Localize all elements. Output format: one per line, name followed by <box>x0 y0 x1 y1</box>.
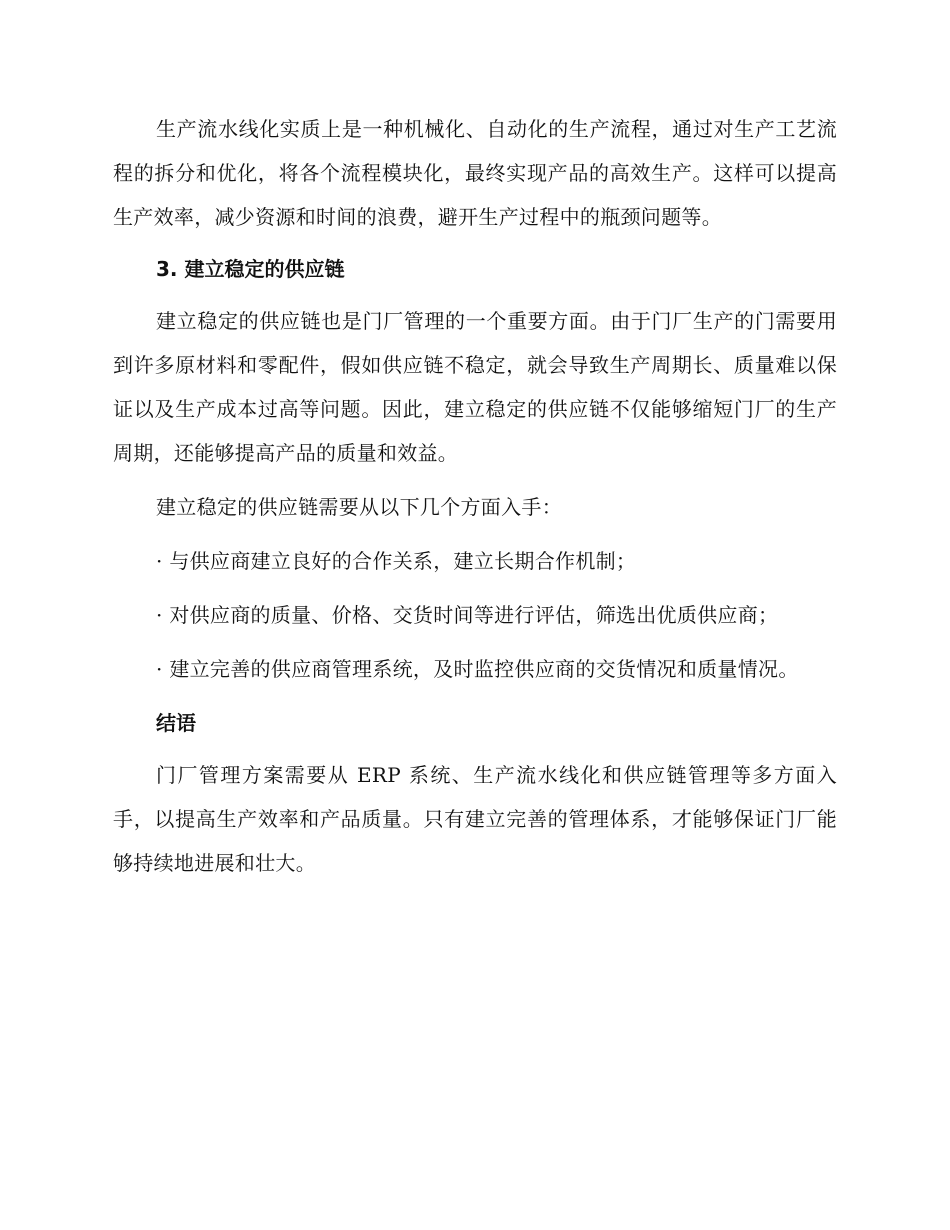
conclusion-paragraph: 门厂管理方案需要从 ERP 系统、生产流水线化和供应链管理等多方面入手，以提高生产效率和产品质量。只有建立完善的管理体系，才能够保证门厂能够持续地进展和壮大。 <box>113 763 837 875</box>
conclusion-heading: 结语 <box>156 711 196 735</box>
intro-paragraph: 生产流水线化实质上是一种机械化、自动化的生产流程，通过对生产工艺流程的拆分和优化，将各个流程模块化，最终实现产品的高效生产。这样可以提高生产效率，减少资源和时间的浪费，避开生产过程中的瓶颈问题等。 <box>113 117 837 229</box>
bullet-item: · 对供应商的质量、价格、交货时间等进行评估，筛选出优质供应商； <box>156 603 779 627</box>
supply-chain-lead: 建立稳定的供应链需要从以下几个方面入手： <box>156 495 562 519</box>
bullet-item: · 建立完善的供应商管理系统，及时监控供应商的交货情况和质量情况。 <box>156 657 799 681</box>
supply-chain-paragraph: 建立稳定的供应链也是门厂管理的一个重要方面。由于门厂生产的门需要用到许多原材料和零配件，假如供应链不稳定，就会导致生产周期长、质量难以保证以及生产成本过高等问题。因此，建立稳定的供应链不仅能够缩短门厂的生产周期，还能够提高产品的质量和效益。 <box>113 309 837 465</box>
bullet-item: · 与供应商建立良好的合作关系，建立长期合作机制； <box>156 549 637 573</box>
section-heading-supply-chain: 3. 建立稳定的供应链 <box>156 257 345 281</box>
document-body <box>113 107 837 885</box>
